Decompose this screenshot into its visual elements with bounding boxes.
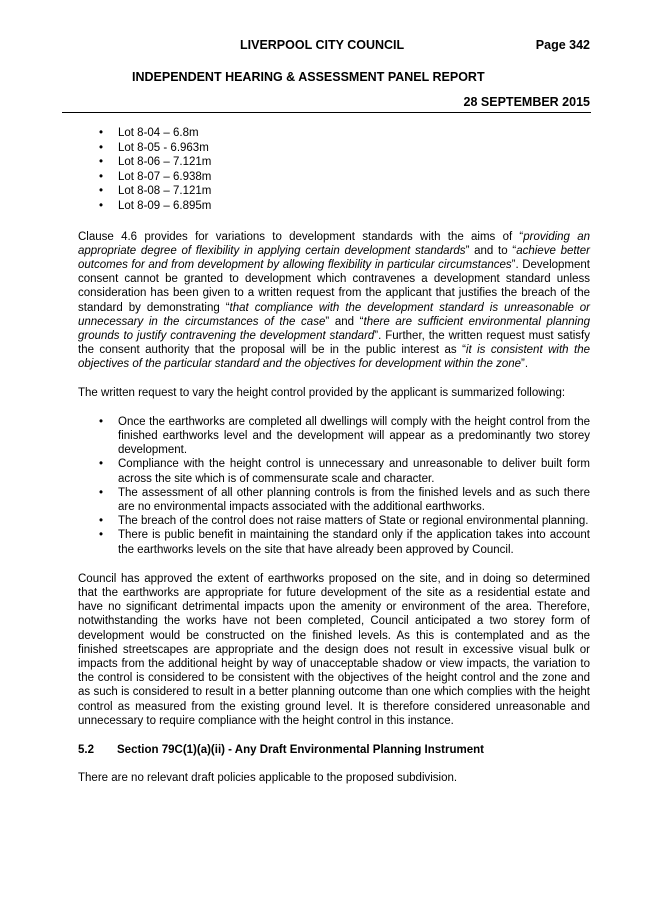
section-body: There are no relevant draft policies applicable to the proposed subdivision.	[78, 772, 458, 785]
section-title: Section 79C(1)(a)(ii) - Any Draft Environmental Planning Instrument	[117, 744, 484, 757]
list-item: • There is public benefit in maintaining the standard only if the application takes into account the earthworks levels on the site that have already been approved by Council.	[78, 528, 590, 556]
intro-paragraph: The written request to vary the height control provided by the applicant is summarized following:	[78, 386, 566, 399]
list-item: • Lot 8-04 – 6.8m	[78, 126, 590, 141]
list-item: • The assessment of all other planning controls is from the finished levels and as such there are no environmental impacts associated with the additional earthworks.	[78, 486, 590, 514]
applicant-points-list	[78, 415, 590, 557]
list-item: • Lot 8-06 – 7.121m	[78, 155, 590, 170]
section-heading	[78, 743, 590, 757]
conclusion-paragraph: Council has approved the extent of earthworks proposed on the site, and in doing so determined that the earthworks are appropriate for future development of the site as a residential estate and have no significant detrimental impacts upon the amenity or environment of the area. Therefore, notwithstanding the works have not been completed, Council anticipated a two storey form of development would be constructed on the finished levels. As this is contemplated and as the finished streetscapes are appropriate and the design does not result in excessive visual bulk or impacts from the additional height by way of unacceptable shadow or view impacts, the variation to the control is considered to be consistent with the objectives of the height control and the zone and as such is considered to result in a better planning outcome than one which complies with the height control as measured from the existing ground level. It is therefore considered unreasonable and unnecessary to require compliance with the height control in this instance.	[78, 572, 590, 727]
list-item: • Lot 8-07 – 6.938m	[78, 170, 590, 185]
list-item: • Compliance with the height control is unnecessary and unreasonable to deliver built form across the site which is of commensurate scale and character.	[78, 457, 590, 485]
list-item: • The breach of the control does not raise matters of State or regional environmental planning.	[78, 514, 590, 528]
council-name: LIVERPOOL CITY COUNCIL	[240, 38, 405, 52]
document-body	[78, 126, 590, 785]
report-date: 28 SEPTEMBER 2015	[463, 95, 590, 109]
list-item: • Lot 8-08 – 7.121m	[78, 184, 590, 199]
list-item: • Lot 8-09 – 6.895m	[78, 199, 590, 214]
list-item: • Once the earthworks are completed all dwellings will comply with the height control from the finished earthworks level and the development will appear as a predominantly two storey development.	[78, 415, 590, 458]
section-number: 5.2	[78, 744, 94, 757]
page-number: Page 342	[535, 38, 590, 52]
header-divider	[62, 112, 591, 113]
clause-paragraph: Clause 4.6 provides for variations to development standards with the aims of “providing an appropriate degree of flexibility in applying certain development standards” and to “achieve better outcomes for and from development by allowing flexibility in particular circumstances”. Development consent cannot be granted to development which contravenes a development standard unless consideration has been given to a written request from the applicant that justifies the breach of the standard by demonstrating “that compliance with the development standard is unreasonable or unnecessary in the circumstances of the case” and “there are sufficient environmental planning grounds to justify contravening the development standard”. Further, the written request must satisfy the consent authority that the proposal will be in the public interest as “it is consistent with the objectives of the particular standard and the objectives for development within the zone”.	[78, 230, 590, 371]
list-item: • Lot 8-05 - 6.963m	[78, 141, 590, 156]
report-title: INDEPENDENT HEARING & ASSESSMENT PANEL REPORT	[132, 70, 485, 84]
lot-height-list	[78, 126, 590, 214]
